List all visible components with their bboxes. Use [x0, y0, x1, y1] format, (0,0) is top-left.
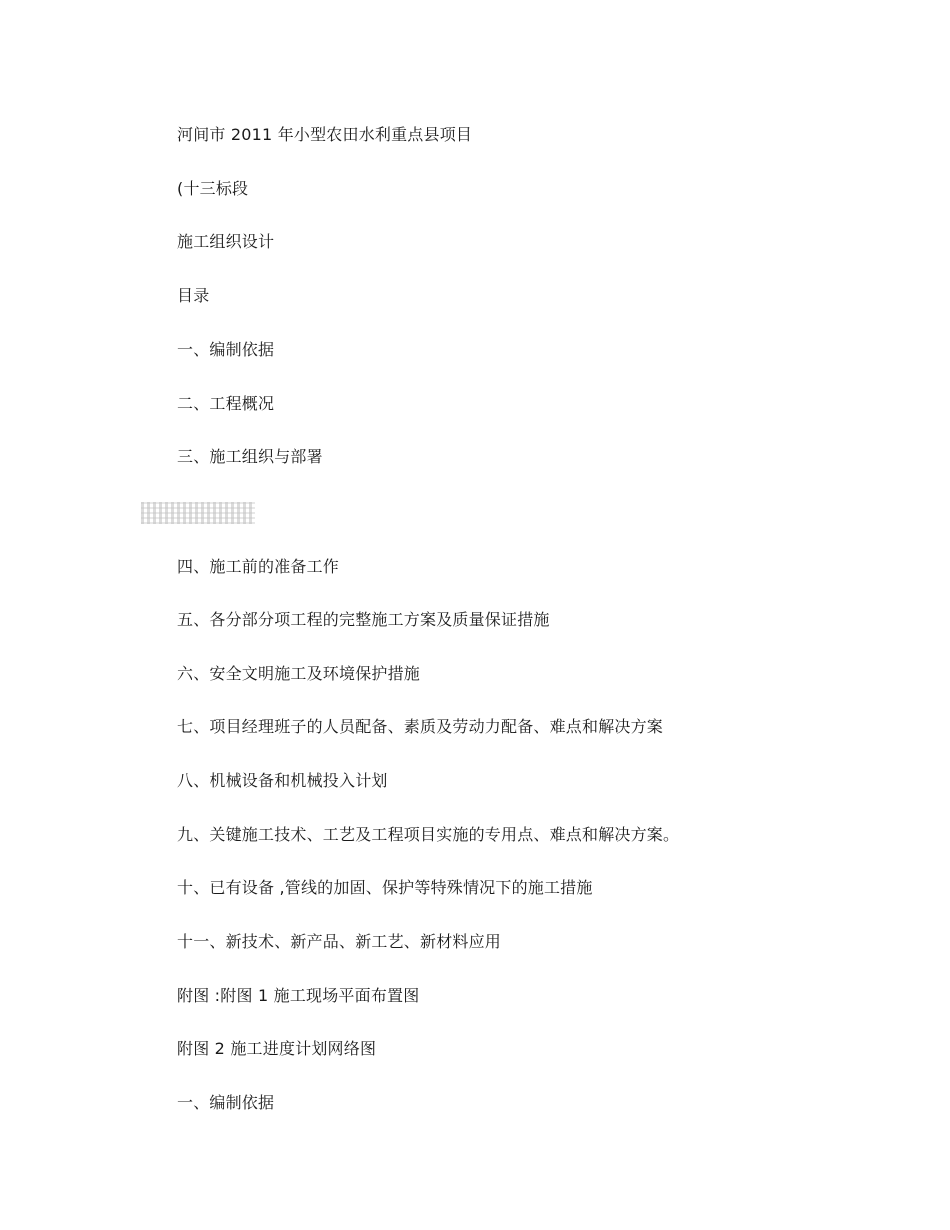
toc-item: 五、各分部分项工程的完整施工方案及质量保证措施 [177, 610, 550, 629]
toc-item: 二、工程概况 [177, 394, 275, 413]
toc-item: 三、施工组织与部署 [177, 447, 323, 466]
toc-item: 四、施工前的准备工作 [177, 557, 340, 576]
toc-item: 十、已有设备 ,管线的加固、保护等特殊情况下的施工措施 [177, 878, 593, 897]
document-title: 施工组织设计 [177, 232, 275, 251]
toc-item: 一、编制依据 [177, 340, 275, 359]
appendix-item: 附图 :附图 1 施工现场平面布置图 [177, 986, 420, 1005]
faded-watermark [141, 502, 255, 524]
toc-heading: 目录 [177, 286, 210, 305]
toc-item: 七、项目经理班子的人员配备、素质及劳动力配备、难点和解决方案 [177, 717, 664, 736]
section-heading: 一、编制依据 [177, 1093, 275, 1112]
project-title: 河间市 2011 年小型农田水利重点县项目 [177, 125, 473, 144]
toc-item: 十一、新技术、新产品、新工艺、新材料应用 [177, 932, 502, 951]
appendix-item: 附图 2 施工进度计划网络图 [177, 1039, 377, 1058]
toc-item: 六、安全文明施工及环境保护措施 [177, 664, 421, 683]
section-label: (十三标段 [177, 179, 249, 198]
toc-item: 八、机械设备和机械投入计划 [177, 771, 388, 790]
toc-item: 九、关键施工技术、工艺及工程项目实施的专用点、难点和解决方案。 [177, 825, 680, 844]
